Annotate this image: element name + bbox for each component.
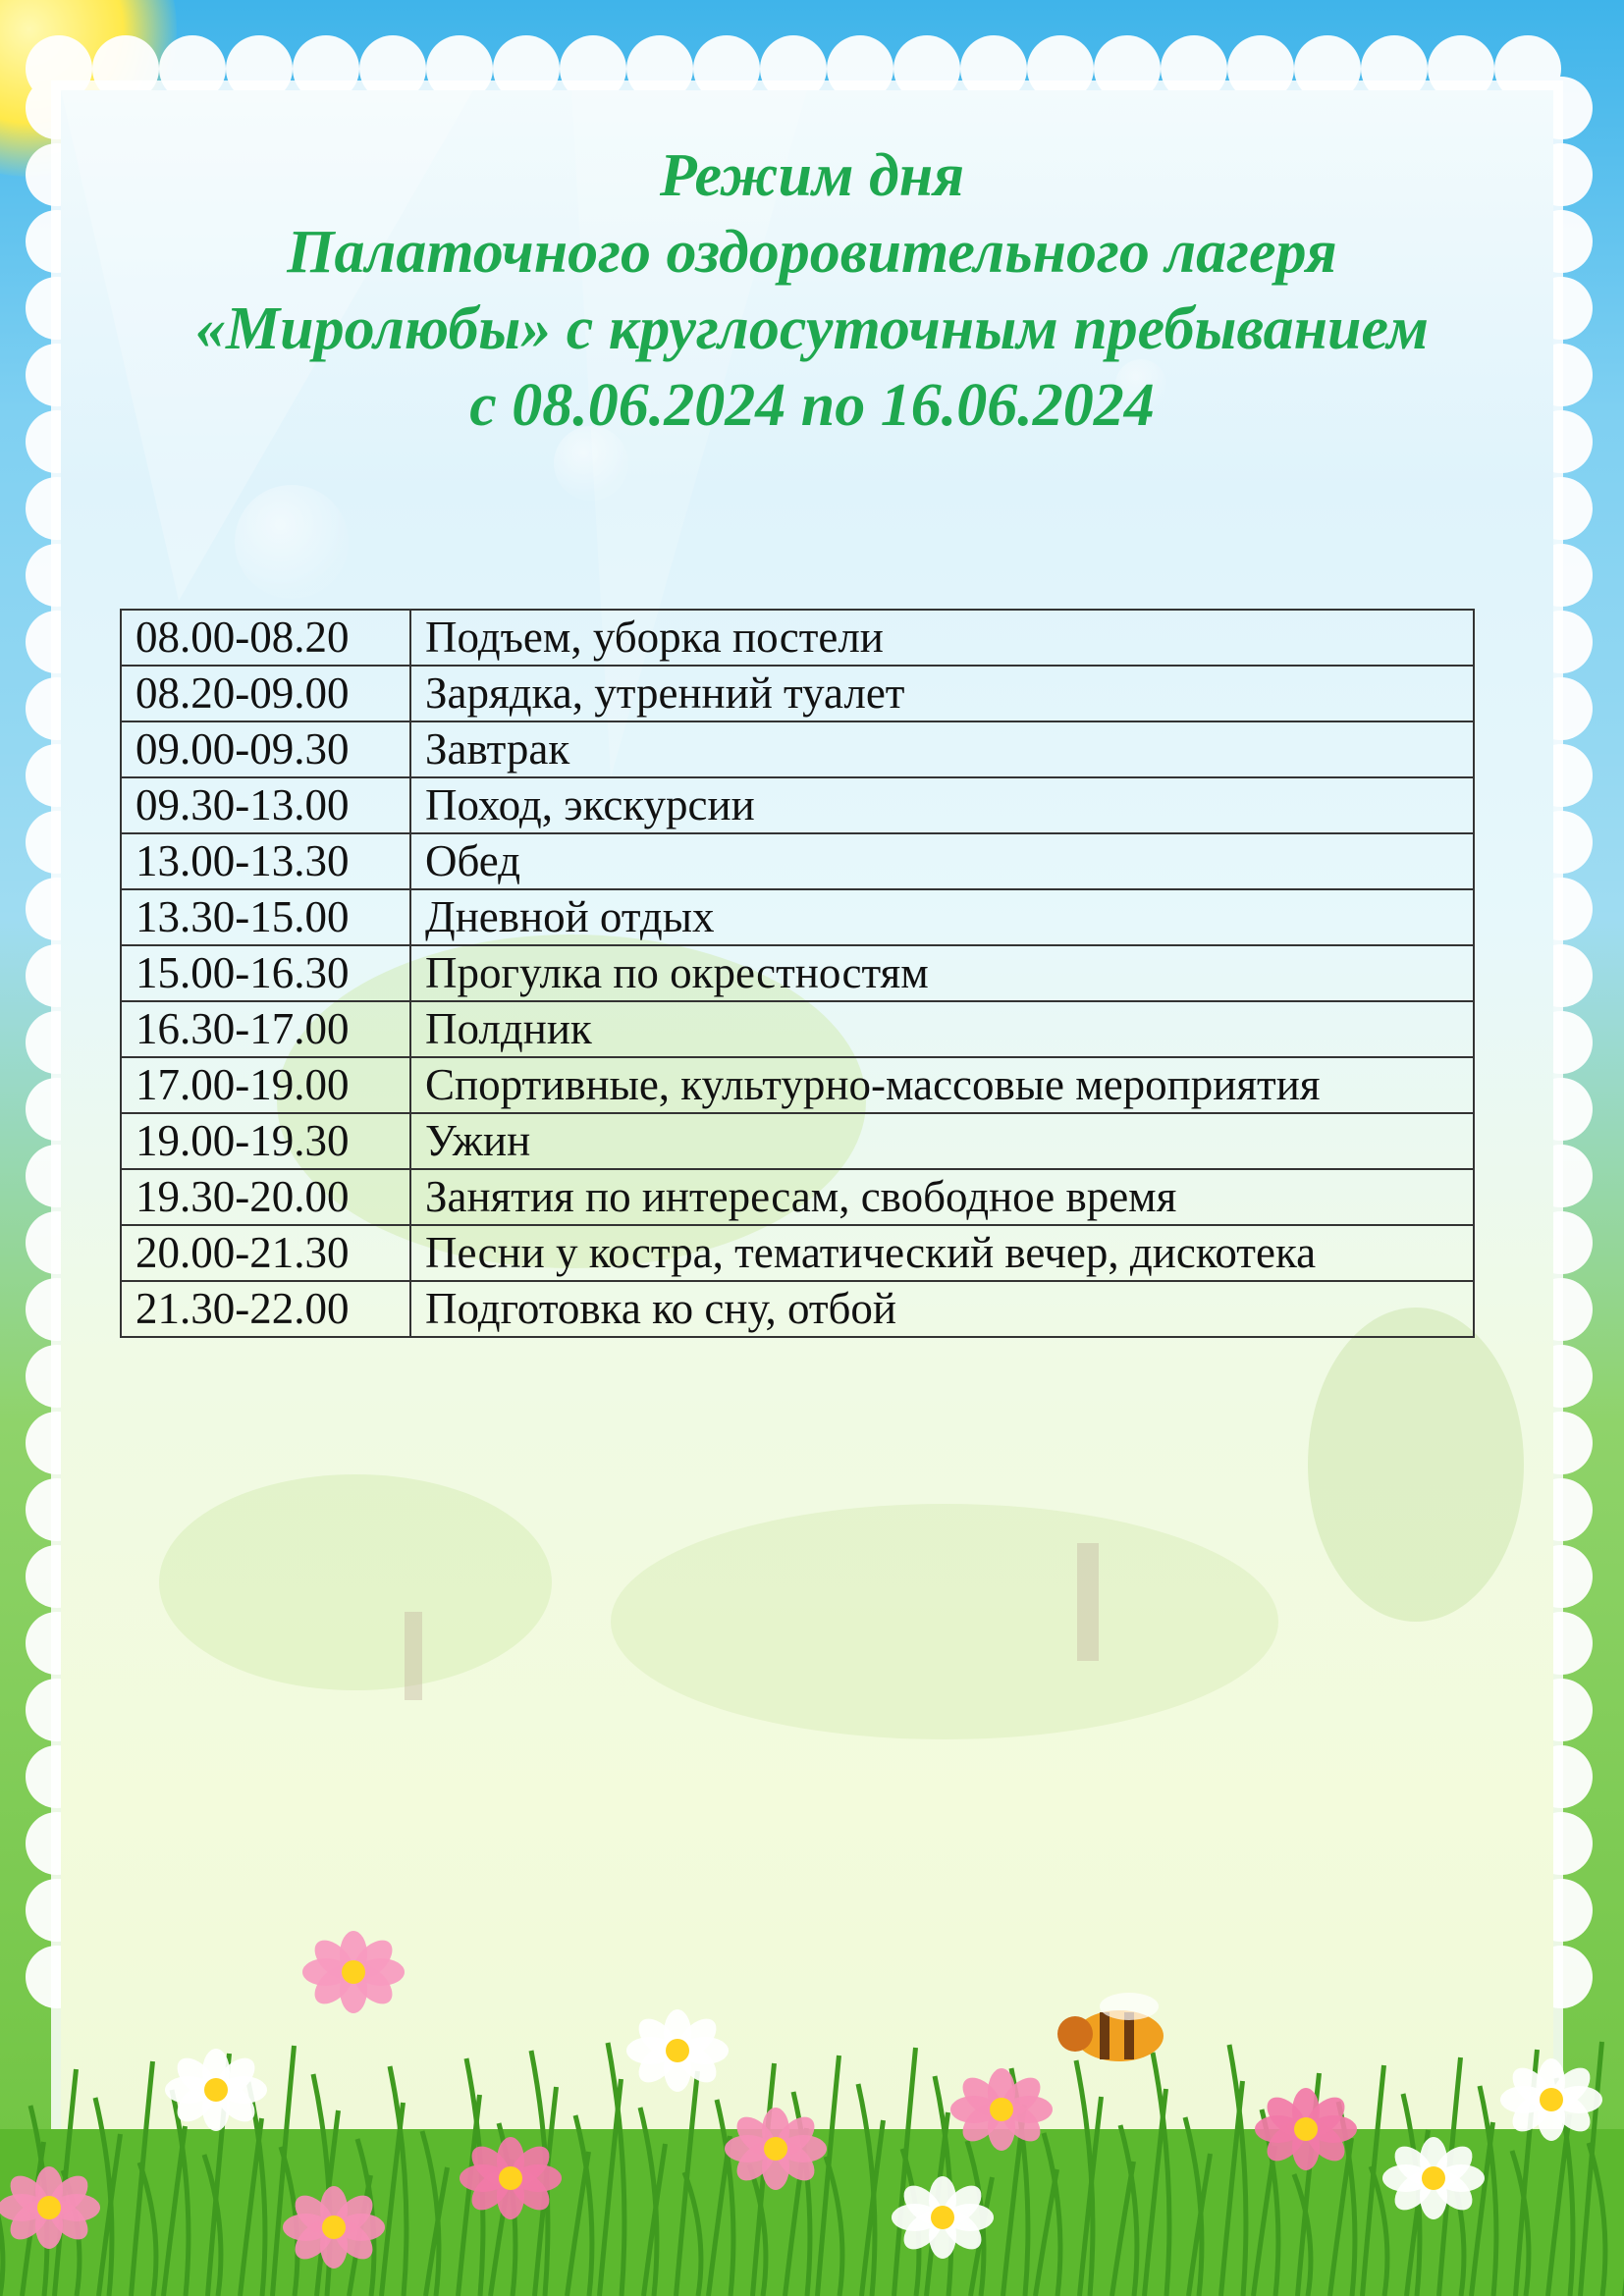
table-row — [121, 666, 1474, 721]
table-row — [121, 945, 1474, 1001]
title-line-2: Палаточного оздоровительного лагеря — [287, 219, 1337, 286]
time-cell: 15.00-16.30 — [121, 945, 410, 1001]
activity-cell: Дневной отдых — [410, 889, 1474, 945]
activity-cell: Подготовка ко сну, отбой — [410, 1281, 1474, 1337]
activity-cell: Зарядка, утренний туалет — [410, 666, 1474, 721]
table-row — [121, 1281, 1474, 1337]
bee-icon — [1057, 1993, 1164, 2061]
activity-cell: Завтрак — [410, 721, 1474, 777]
time-cell: 17.00-19.00 — [121, 1057, 410, 1113]
activity-cell: Песни у костра, тематический вечер, дискотека — [410, 1225, 1474, 1281]
time-cell: 08.00-08.20 — [121, 610, 410, 666]
time-cell: 08.20-09.00 — [121, 666, 410, 721]
table-row — [121, 833, 1474, 889]
activity-cell: Занятия по интересам, свободное время — [410, 1169, 1474, 1225]
table-row — [121, 777, 1474, 833]
activity-cell: Обед — [410, 833, 1474, 889]
time-cell: 09.00-09.30 — [121, 721, 410, 777]
activity-cell: Полдник — [410, 1001, 1474, 1057]
schedule-table — [120, 609, 1475, 1338]
time-cell: 19.30-20.00 — [121, 1169, 410, 1225]
time-cell: 21.30-22.00 — [121, 1281, 410, 1337]
time-cell: 16.30-17.00 — [121, 1001, 410, 1057]
table-row — [121, 610, 1474, 666]
time-cell: 13.00-13.30 — [121, 833, 410, 889]
flower-meadow-decoration — [0, 1884, 1624, 2296]
title-line-3: «Миролюбы» с круглосуточным пребыванием — [195, 295, 1429, 362]
activity-cell: Подъем, уборка постели — [410, 610, 1474, 666]
time-cell: 20.00-21.30 — [121, 1225, 410, 1281]
activity-cell: Поход, экскурсии — [410, 777, 1474, 833]
page-title — [0, 137, 1624, 444]
table-row — [121, 1169, 1474, 1225]
table-row — [121, 1225, 1474, 1281]
table-row — [121, 889, 1474, 945]
table-row — [121, 1057, 1474, 1113]
table-row — [121, 721, 1474, 777]
time-cell: 19.00-19.30 — [121, 1113, 410, 1169]
activity-cell: Прогулка по окрестностям — [410, 945, 1474, 1001]
time-cell: 09.30-13.00 — [121, 777, 410, 833]
activity-cell: Спортивные, культурно-массовые мероприятия — [410, 1057, 1474, 1113]
activity-cell: Ужин — [410, 1113, 1474, 1169]
time-cell: 13.30-15.00 — [121, 889, 410, 945]
table-row — [121, 1001, 1474, 1057]
table-row — [121, 1113, 1474, 1169]
title-line-1: Режим дня — [659, 142, 965, 209]
title-line-4: с 08.06.2024 по 16.06.2024 — [469, 372, 1155, 439]
